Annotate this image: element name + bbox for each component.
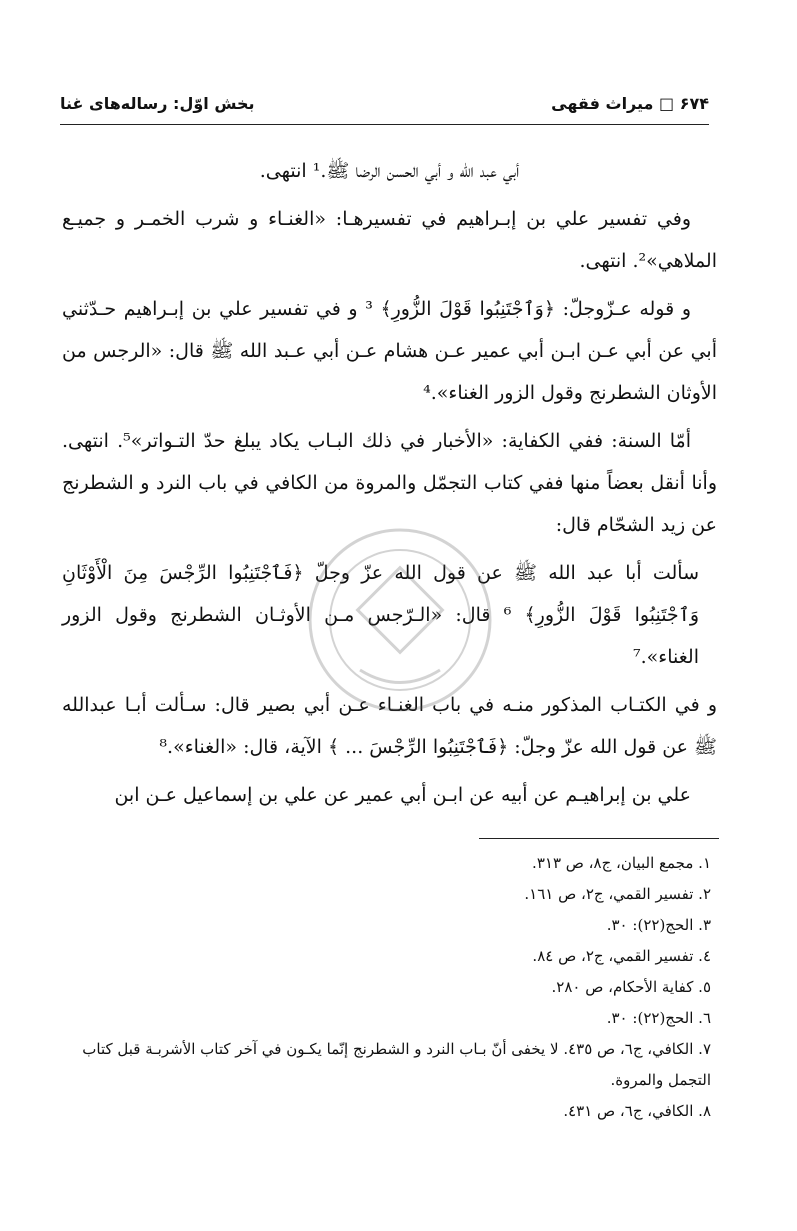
quoted-hadith: سألت أبا عبد الله ﷺ عن قول الله عزّ وجلّ ﴿فَٱجْتَنِبُوا الرِّجْسَ مِنَ الْأَوْثَانِ وَٱجْتَنِبُوا قَوْلَ الزُّورِ﴾ ⁶ قال: «الـرّجس مـن الأوثـان الشطرنج وقول الزور الغناء».⁷ <box>62 562 699 668</box>
running-header <box>60 88 709 118</box>
page-number-label: ۶۷۴ □ میراث فقهی <box>551 93 709 113</box>
footnote-4: ٤. تفسير القمي، ج٢، ص ٨٤. <box>532 947 711 965</box>
footnote-3: ٣. الحج(٢٢): ٣٠. <box>606 916 711 934</box>
main-text <box>62 150 717 822</box>
footnote-2: ٢. تفسير القمي، ج٢، ص ١٦١. <box>524 885 711 903</box>
paragraph-3: و قوله عـزّوجلّ: ﴿وَٱجْتَنِبُوا قَوْلَ الزُّورِ﴾ ³ و في تفسير علي بن إبـراهيم حـدّثني أبي عن أبي عـن ابـن أبي عمير عـن هشام عـن أبي عـبد الله ﷺ قال: «الرجس من الأوثان الشطرنج وقول الزور الغناء».⁴ <box>62 298 717 404</box>
header-divider <box>60 124 709 125</box>
paragraph-1: أبي عبد الله و أبي الحسن الرضا ﷺ.¹ انتهى. <box>259 160 520 182</box>
paragraph-6: و في الكتـاب المذكور منـه في باب الغنـاء عـن أبي بصير قال: سـألت أبـا عبدالله ﷺ عن قول الله عزّ وجلّ: ﴿فَٱجْتَنِبُوا الرِّجْسَ ... ﴾ الآية، قال: «الغناء».⁸ <box>62 694 717 758</box>
footnote-7: ٧. الكافي، ج٦، ص ٤٣٥. لا يخفى أنّ بـاب النرد و الشطرنج إنّما يكـون في آخر كتاب الأشربـة قبل كتاب التجمل والمروة. <box>82 1040 711 1089</box>
paragraph-7: علي بن إبراهيـم عن أبيه عن ابـن أبي عمير عن علي بن إسماعيل عـن ابن <box>114 784 691 806</box>
footnote-1: ١. مجمع البيان، ج٨، ص ٣١٣. <box>532 854 711 872</box>
footnotes <box>62 848 711 1127</box>
paragraph-2: وفي تفسير علي بن إبـراهيم في تفسيرهـا: «الغنـاء و شرب الخمـر و جميـع الملاهي»². انتهى. <box>62 208 717 272</box>
section-title: بخش اوّل: رسالەهای غنا <box>60 93 255 113</box>
footnote-8: ٨. الكافي، ج٦، ص ٤٣١. <box>563 1102 711 1120</box>
paragraph-4: أمّا السنة: ففي الكفاية: «الأخبار في ذلك البـاب يكاد يبلغ حدّ التـواتر»⁵. انتهى. وأنا أنقل بعضاً منها ففي كتاب التجمّل والمروة من الكافي في باب النرد و الشطرنج عن زيد الشحّام قال: <box>62 430 717 536</box>
footnote-5: ٥. كفاية الأحكام، ص ٢٨٠. <box>551 978 711 996</box>
footnote-divider <box>479 838 719 839</box>
library-seal-watermark <box>300 520 500 720</box>
footnote-6: ٦. الحج(٢٢): ٣٠. <box>606 1009 711 1027</box>
